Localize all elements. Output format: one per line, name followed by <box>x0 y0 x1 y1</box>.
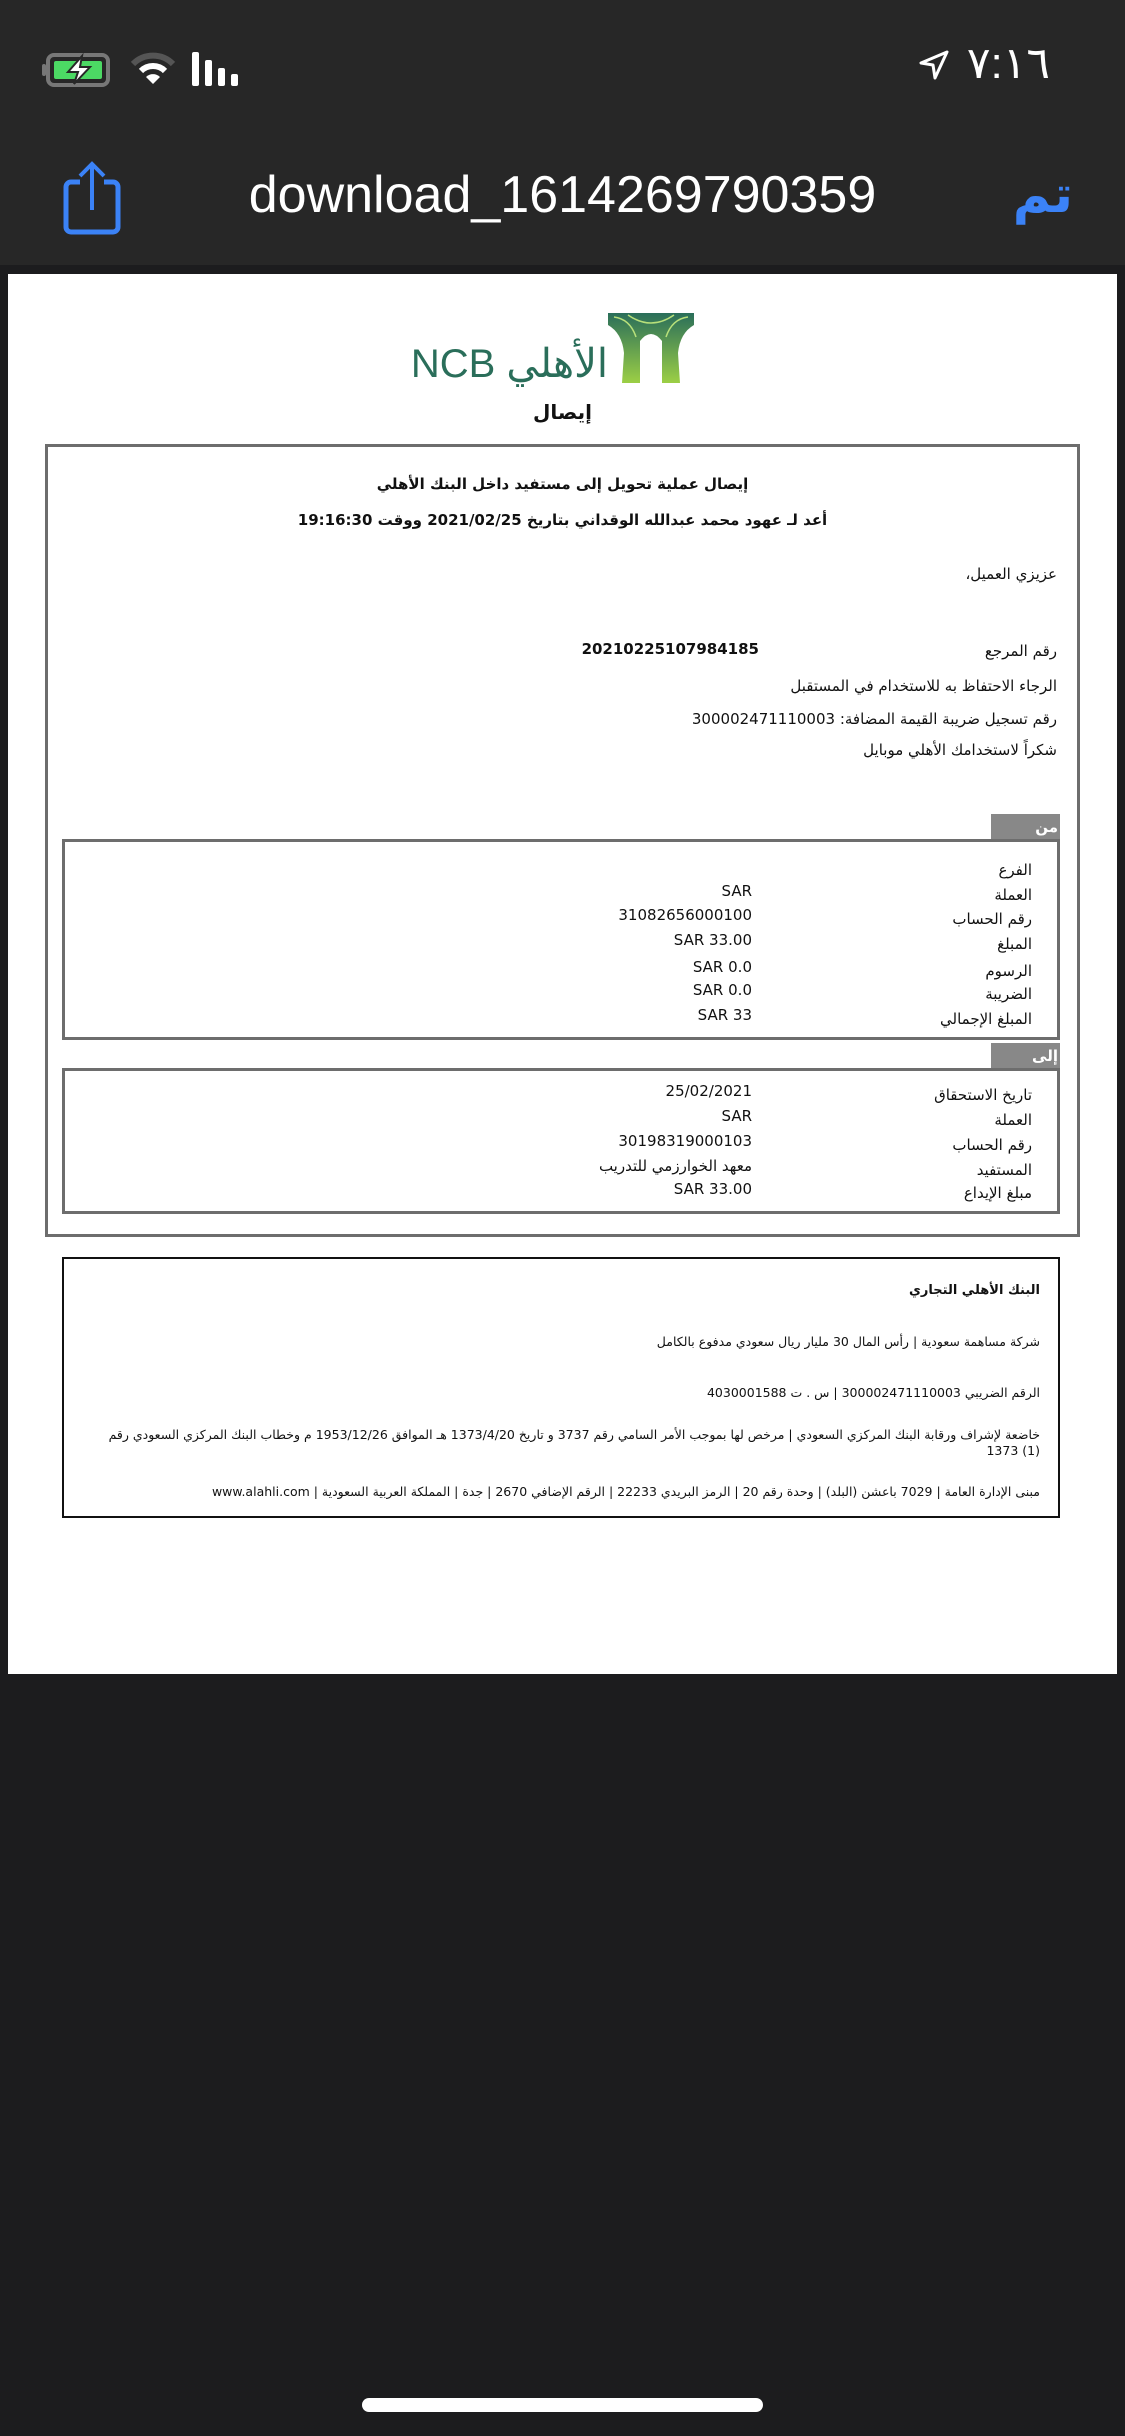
to-row-value: 25/02/2021 <box>665 1082 752 1100</box>
bank-name: البنك الأهلي التجاري <box>908 1283 1040 1298</box>
footer-line-tax: الرقم الضريبي 300002471110003 | س . ت 4030001588 <box>706 1385 1040 1400</box>
footer-line-capital: شركة مساهمة سعودية | رأس المال 30 مليار ريال سعودي مدفوع بالكامل <box>656 1334 1040 1349</box>
home-indicator[interactable] <box>362 2398 763 2412</box>
from-row-value: 31082656000100 <box>618 906 752 924</box>
to-section <box>62 1068 1060 1214</box>
from-section <box>62 839 1060 1040</box>
document-title: download_1614269790359 <box>248 166 877 224</box>
reference-number: 20210225107984185 <box>581 640 759 658</box>
from-row-label: المبلغ الإجمالي <box>940 1010 1032 1028</box>
vat-number: رقم تسجيل ضريبة القيمة المضافة: 300002471110003 <box>691 710 1057 728</box>
from-row-label: الرسوم <box>985 962 1032 980</box>
from-row-value: 33 SAR <box>697 1006 752 1024</box>
battery-charging-icon <box>42 52 116 88</box>
status-bar <box>0 0 1125 130</box>
wifi-icon <box>130 50 176 86</box>
receipt-page <box>8 274 1117 1674</box>
from-row-label: الضريبة <box>985 985 1032 1003</box>
top-bar <box>0 0 1125 265</box>
logo-text: NCB الأهلي <box>410 342 608 386</box>
greeting: عزيزي العميل، <box>965 565 1057 583</box>
to-row-label: العملة <box>994 1111 1032 1129</box>
receipt-heading: إيصال <box>533 400 592 424</box>
from-row-value: 33.00 SAR <box>673 931 752 949</box>
from-row-label: المبلغ <box>997 935 1032 953</box>
to-row-label: رقم الحساب <box>952 1136 1032 1154</box>
to-row-label: تاريخ الاستحقاق <box>934 1086 1032 1104</box>
bank-footer <box>62 1257 1060 1518</box>
from-row-label: رقم الحساب <box>952 910 1032 928</box>
receipt-title: إيصال عملية تحويل إلى مستفيد داخل البنك الأهلي <box>376 475 749 493</box>
to-section-tab: إلى <box>991 1043 1060 1069</box>
to-row-label: مبلغ الإيداع <box>963 1184 1032 1202</box>
from-row-value: 0.0 SAR <box>692 981 752 999</box>
reference-label: رقم المرجع <box>984 642 1057 660</box>
location-arrow-icon <box>919 50 949 80</box>
from-row-value: 0.0 SAR <box>692 958 752 976</box>
thanks-text: شكراً لاستخدامك الأهلي موبايل <box>863 741 1057 759</box>
from-row-value: SAR <box>721 882 752 900</box>
ncb-logo <box>408 313 703 388</box>
from-row-label: العملة <box>994 886 1032 904</box>
footer-line-address: مبنى الإدارة العامة | 7029 باعشن (البلد) | وحدة رقم 20 | الرمز البريدي 22233 | الرقم الإضافي 2670 | جدة | المملكة العربية السعودية | www.alahli.com <box>211 1484 1040 1499</box>
to-row-value: 33.00 SAR <box>673 1180 752 1198</box>
to-row-value: 30198319000103 <box>618 1132 752 1150</box>
to-row-label: المستفيد <box>976 1161 1032 1179</box>
receipt-subtitle: أعد لـ عهود محمد عبدالله الوقداني بتاريخ 2021/02/25 ووقت 19:16:30 <box>297 511 828 529</box>
from-row-label: الفرع <box>998 861 1032 879</box>
to-row-value: SAR <box>721 1107 752 1125</box>
footer-line-license: خاضعة لإشراف ورقابة البنك المركزي السعودي | مرخص لها بموجب الأمر السامي رقم 3737 و تاريخ 1373/4/20 هـ الموافق 1953/12/26 م وخطاب البنك المركزي السعودي رقم (1) 1373 <box>108 1427 1040 1458</box>
status-time: ٧:١٦ <box>919 38 1050 89</box>
signal-icon <box>190 52 246 86</box>
to-row-value: معهد الخوارزمي للتدريب <box>598 1157 752 1175</box>
ncb-gate-icon <box>608 313 694 383</box>
keep-note: الرجاء الاحتفاظ به للاستخدام في المستقبل <box>790 677 1057 695</box>
done-button[interactable]: تم <box>1012 165 1073 225</box>
from-section-tab: من <box>991 814 1060 841</box>
